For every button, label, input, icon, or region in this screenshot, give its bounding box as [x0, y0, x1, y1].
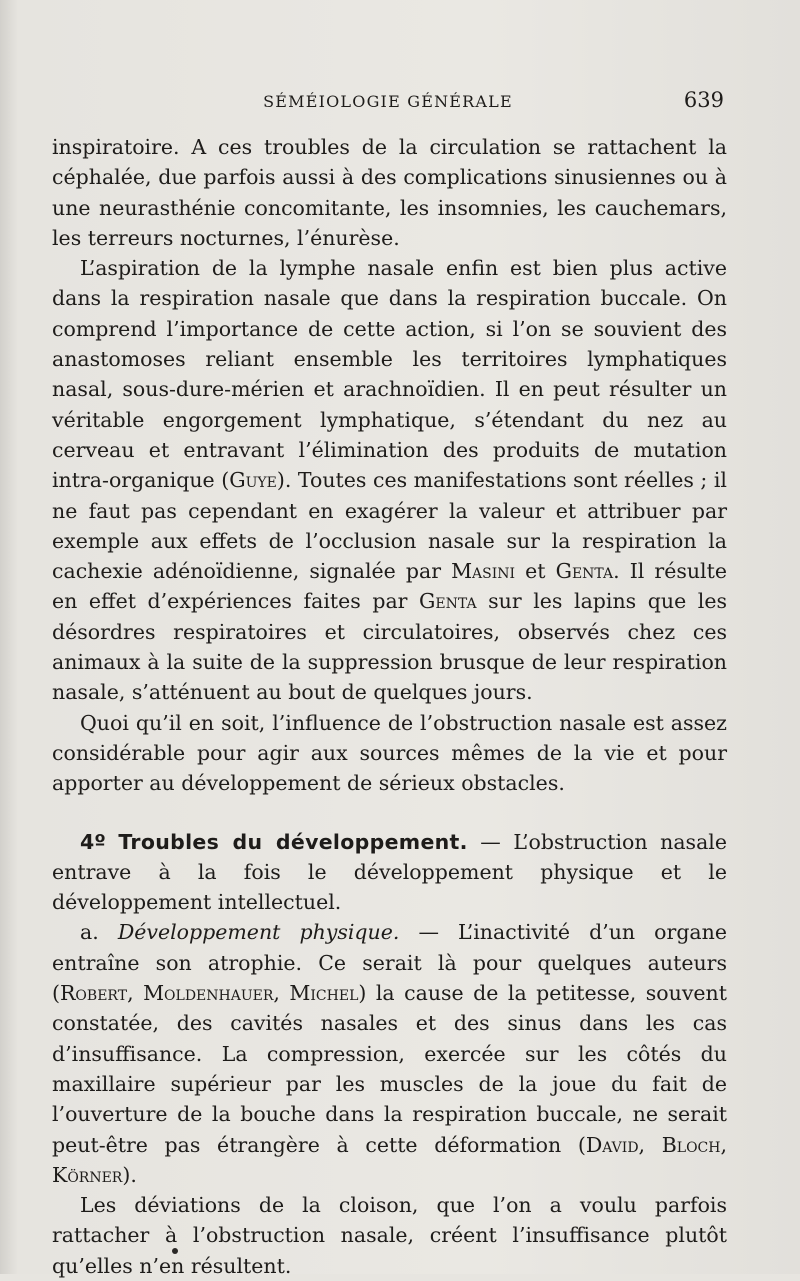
author-david: David — [585, 1132, 639, 1157]
section-heading-paragraph — [52, 827, 727, 918]
paragraph-5-text-b: ) la cause de la petitesse, souvent constatée, des cavités nasales et des sinus dans les cas d’insuffisance. La compression, exercée sur les côtés du maxillaire supérieur par les muscles de la joue du fait de l’ouverture de la bouche dans la respiration buccale, ne serait peut-être pas étrangère à cette déformation ( — [52, 981, 727, 1157]
separator-1: , — [127, 981, 144, 1006]
paragraph-2-text-c: et — [515, 559, 556, 584]
paragraph-2-text-a: L’aspiration de la lymphe nasale enfin est bien plus active dans la respiration nasale que dans la respiration buccale. On comprend l’importance de cette action, si l’on se souvient des anastomoses reliant ensemble les territoires lymphatiques nasal, sous-dure-mérien et arachnoïdien. Il en peut résulter un véritable engorgement lymphatique, s’étendant du nez au cerveau et entravant l’élimination des produits de mutation intra-organique ( — [52, 256, 727, 493]
section-intro-text: — L’obstruction nasale entrave à la fois le développement physique et le développement intellectuel. — [52, 829, 727, 915]
author-robert: Robert — [60, 981, 128, 1006]
subsection-label: a. — [80, 920, 118, 945]
page-header — [52, 88, 724, 116]
paragraph-3: Quoi qu’il en soit, l’influence de l’obstruction nasale est assez considérable pour agir aux sources mêmes de la vie et pour apporter au développement de sérieux obstacles. — [52, 710, 727, 796]
page-number: 639 — [683, 88, 724, 112]
ink-speck — [172, 1248, 178, 1254]
paragraph-6: Les déviations de la cloison, que l’on a voulu parfois rattacher à l’obstruction nasale, créent l’insuffisance plutôt qu’elles n’en résultent. — [52, 1193, 727, 1278]
author-moldenhauer: Moldenhauer — [143, 981, 274, 1006]
author-genta: Genta — [555, 559, 614, 584]
section-number: 4º — [80, 829, 106, 854]
paragraph-2 — [52, 253, 727, 707]
separator-3: , — [638, 1132, 662, 1157]
paragraph-5-text-a: — L’inactivité d’un organe entraîne son atrophie. Ce serait là pour quelques auteurs ( — [52, 920, 727, 1006]
body-text — [52, 132, 727, 1281]
paragraph-5 — [52, 917, 727, 1190]
paragraph-2-text-e: sur les lapins que les désordres respiratoires et circulatoires, observés chez ces animaux à la suite de la suppression brusque de leur respiration nasale, s’atténuent au bout de quelques jours. — [52, 589, 727, 705]
separator-4: , — [720, 1132, 727, 1157]
paragraph-2-text-d: . Il résulte en effet d’expériences faites par — [52, 559, 727, 614]
author-genta-2: Genta — [419, 589, 477, 614]
running-title: SÉMÉIOLOGIE GÉNÉRALE — [263, 92, 513, 111]
author-michel: Michel — [289, 981, 359, 1006]
author-guye: Guye — [229, 468, 277, 493]
author-korner: Körner — [52, 1162, 123, 1187]
paragraph-1: inspiratoire. A ces troubles de la circulation se rattachent la céphalée, due parfois aussi à des complications sinusiennes ou à une neurasthénie concomitante, les insomnies, les cauchemars, les terreurs nocturnes, l’énurèse. — [52, 135, 727, 250]
author-bloch: Bloch — [661, 1132, 721, 1157]
paragraph-2-text-b: ). Toutes ces manifestations sont réelles ; il ne faut pas cependant en exagérer la valeur et attribuer par exemple aux effets de l’occlusion nasale sur la respiration la cachexie adénoïdienne, signalée par — [52, 468, 727, 584]
paragraph-5-text-c: ). — [122, 1162, 137, 1187]
separator-2: , — [273, 981, 290, 1006]
author-masini: Masini — [451, 559, 516, 584]
section-title: Troubles du développement. — [118, 829, 468, 854]
subsection-title: Développement physique. — [117, 920, 400, 945]
